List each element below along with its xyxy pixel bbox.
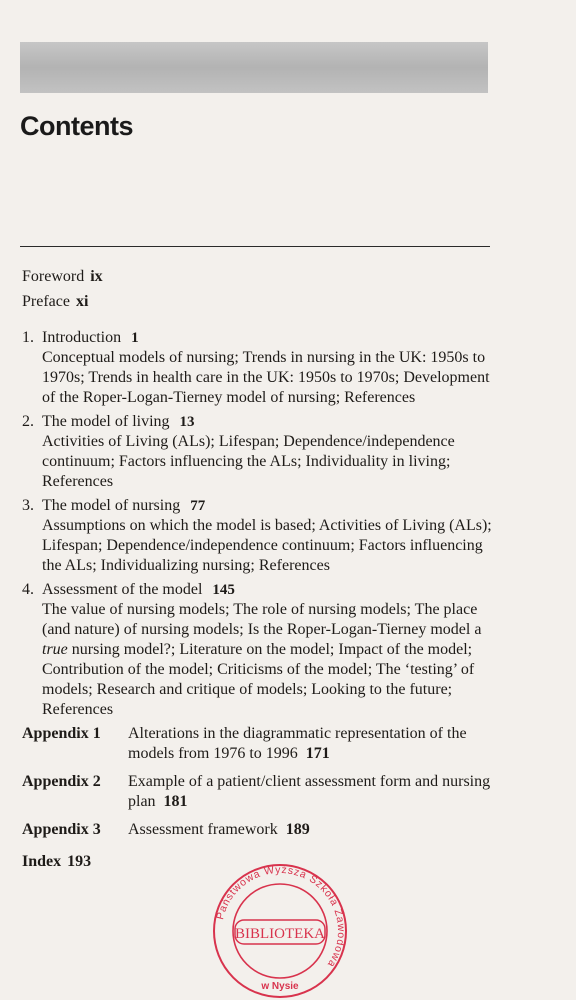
appendix-label: Appendix 1 (22, 725, 101, 742)
chapter-page: 1 (131, 330, 139, 346)
page-title: Contents (20, 111, 133, 141)
chapter-page: 145 (212, 582, 235, 598)
appendix-3 (22, 820, 502, 840)
entry-label: Index (22, 853, 62, 870)
chapter-description: Activities of Living (ALs); Lifespan; Dependence/independence continuum; Factors influencing the ALs; Individuality in living; References (42, 433, 455, 490)
appendix-title: Alterations in the diagrammatic representation of the models from 1976 to 1996 (128, 725, 467, 762)
chapter-page: 77 (190, 498, 206, 514)
chapter-title: The model of nursing (42, 497, 181, 514)
appendix-page: 189 (285, 821, 310, 838)
chapter-description (42, 600, 502, 720)
chapter-4 (22, 580, 502, 720)
entry-page: xi (75, 293, 89, 310)
header-band (20, 42, 488, 93)
title-rule (20, 246, 490, 247)
appendix-page: 171 (305, 745, 330, 762)
appendix-1 (22, 724, 502, 764)
appendix-label: Appendix 2 (22, 773, 101, 790)
chapter-number: 4. (22, 581, 34, 598)
stamp-center-text: BIBLIOTEKA (235, 926, 325, 942)
entry-label: Preface (22, 293, 70, 310)
desc-text: nursing model?; Literature on the model; Impact of the model; Contribution of the model; Criticisms of the model; The ‘testing’ of models; Research and critique of models; Looking to the future; References (42, 641, 475, 718)
chapter-description: Conceptual models of nursing; Trends in nursing in the UK: 1950s to 1970s; Trends in health care in the UK: 1950s to 1970s; Development of the Roper-Logan-Tierney model of nursing; References (42, 349, 490, 406)
chapter-list (22, 328, 502, 720)
chapter-2 (22, 412, 502, 492)
toc-entry-preface (22, 292, 502, 312)
chapter-number: 3. (22, 497, 34, 514)
chapter-title: The model of living (42, 413, 170, 430)
chapter-3 (22, 496, 502, 576)
desc-text: The value of nursing models; The role of nursing models; The place (and nature) of nursing models; Is the Roper-Logan-Tierney model a (42, 601, 482, 638)
desc-emphasis: true (42, 641, 68, 658)
stamp-ring-text: Państwowa Wyższa Szkoła Zawodowa (214, 863, 348, 970)
chapter-description: Assumptions on which the model is based; Activities of Living (ALs); Lifespan; Dependence/independence continuum; Factors influencing the ALs; Individualizing nursing; References (42, 517, 492, 574)
chapter-title: Introduction (42, 329, 122, 346)
chapter-1 (22, 328, 502, 408)
chapter-page: 13 (179, 414, 195, 430)
toc (22, 267, 502, 872)
appendix-2 (22, 772, 502, 812)
chapter-number: 1. (22, 329, 34, 346)
chapter-number: 2. (22, 413, 34, 430)
appendix-page: 181 (163, 793, 188, 810)
toc-entry-foreword (22, 267, 502, 287)
chapter-title: Assessment of the model (42, 581, 203, 598)
appendix-title: Example of a patient/client assessment form and nursing plan (128, 773, 491, 810)
entry-page: 193 (67, 853, 92, 870)
appendix-label: Appendix 3 (22, 821, 101, 838)
stamp-bottom-text: w Nysie (261, 981, 299, 992)
appendix-title: Assessment framework (128, 821, 278, 838)
entry-page: ix (90, 268, 103, 285)
entry-label: Foreword (22, 268, 85, 285)
appendix-list (22, 724, 502, 840)
library-stamp (205, 862, 355, 1000)
